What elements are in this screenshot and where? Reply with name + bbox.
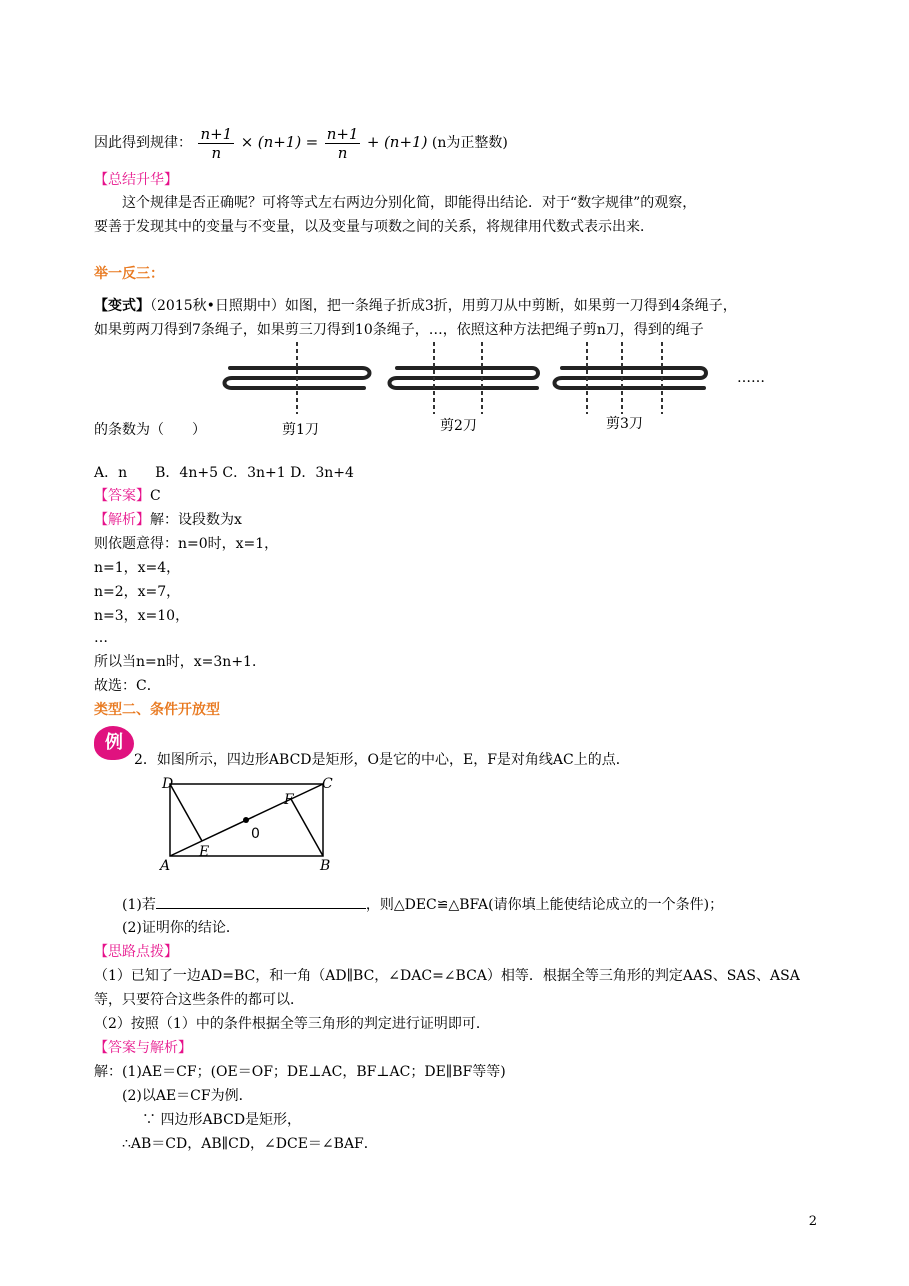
answer-blank[interactable]: [156, 894, 366, 909]
hint-line-3: （2）按照（1）中的条件根据全等三角形的判定进行证明即可．: [94, 1016, 490, 1032]
solution-tag: 【答案与解析】: [94, 1040, 192, 1056]
page-number: 2: [808, 1214, 817, 1229]
rule-fraction-1: $\frac{n+1}{n}$: [200, 124, 233, 162]
rule-note: (n为正整数): [431, 135, 508, 151]
practice-heading: 举一反三：: [94, 266, 164, 282]
analysis-line-1: 则依题意得：n=0时，x=1，: [94, 536, 279, 552]
rope-label-3: 剪3刀: [606, 416, 643, 432]
rule-fraction-2: $\frac{n+1}{n}$: [326, 124, 359, 162]
rule-paren-2: (n+1): [383, 133, 428, 151]
equals-sign: =: [305, 133, 319, 151]
analysis-line-0: 【解析】解：设段数为x: [94, 512, 242, 528]
label-d: D: [162, 776, 174, 792]
variant-line-2: 如果剪两刀得到7条绳子，如果剪三刀得到10条绳子，…，依照这种方法把绳子剪n刀，得到的绳子: [94, 322, 704, 338]
analysis-line-4: n=3，x=10，: [94, 608, 190, 624]
summary-heading: 【总结升华】: [94, 172, 178, 188]
variant-line-3: 的条数为（ ）: [94, 422, 206, 438]
times-sign: ×: [240, 133, 254, 151]
solution-line-1: 解：(1)AE＝CF；(OE＝OF；DE⊥AC，BF⊥AC；DE∥BF等等): [94, 1064, 506, 1080]
hint-line-1: （1）已知了一边AD=BC，和一角（AD∥BC，∠DAC=∠BCA）相等．根据全等三角形的判定AAS、SAS、ASA: [94, 968, 800, 984]
analysis-line-2: n=1，x=4，: [94, 560, 181, 576]
example-badge: 例: [94, 726, 134, 760]
summary-line-1: 这个规律是否正确呢？可将等式左右两边分别化简，即能得出结论．对于“数字规律”的观察，: [122, 195, 697, 211]
label-b: B: [320, 858, 331, 874]
question-2: (2)证明你的结论．: [122, 920, 240, 936]
answer-tag: 【答案】: [94, 488, 150, 504]
plus-sign: +: [366, 133, 380, 151]
rope-label-2: 剪2刀: [440, 418, 477, 434]
segment-bf: [291, 799, 323, 856]
segment-de: [170, 784, 202, 841]
example-line: 2．如图所示，四边形ABCD是矩形，O是它的中心，E，F是对角线AC上的点．: [134, 752, 630, 768]
summary-line-2: 要善于发现其中的变量与不变量，以及变量与项数之间的关系，将规律用代数式表示出来．: [94, 219, 654, 235]
variant-tag: 【变式】: [94, 298, 150, 314]
rule-prefix: 因此得到规律：: [94, 135, 192, 151]
label-f: F: [284, 792, 294, 808]
variant-options: A．n B．4n+5 C．3n+1 D．3n+4: [94, 465, 354, 481]
analysis-line-6: 所以当n=n时，x=3n+1．: [94, 654, 266, 670]
analysis-line-5: …: [94, 630, 108, 646]
answer-line: 【答案】C: [94, 488, 161, 504]
analysis-line-7: 故选：C．: [94, 678, 161, 694]
rope-ellipsis: ……: [737, 370, 765, 386]
solution-line-4: ∴AB＝CD，AB∥CD，∠DCE＝∠BAF．: [122, 1136, 378, 1152]
question-1: (1)若 ，则△DEC≌△BFA(请你填上能使结论成立的一个条件)；: [122, 894, 723, 915]
variant-line-1: 【变式】（2015秋•日照期中）如图，把一条绳子折成3折，用剪刀从中剪断，如果剪一刀得到4条绳子，: [94, 298, 737, 314]
label-o: 0: [251, 826, 260, 842]
label-e: E: [199, 844, 210, 860]
analysis-line-3: n=2，x=7，: [94, 584, 181, 600]
label-c: C: [322, 776, 333, 792]
center-point-o: [243, 817, 249, 823]
rule-line: [94, 120, 508, 165]
label-a: A: [160, 858, 171, 874]
hint-tag: 【思路点拨】: [94, 944, 178, 960]
solution-line-3: ∵ 四边形ABCD是矩形，: [142, 1112, 302, 1128]
analysis-tag: 【解析】: [94, 512, 150, 528]
type2-heading: 类型二、条件开放型: [94, 702, 220, 718]
rule-paren-1: (n+1): [257, 133, 302, 151]
solution-line-2: (2)以AE＝CF为例．: [122, 1088, 253, 1104]
rope-label-1: 剪1刀: [282, 422, 319, 438]
hint-line-2: 等，只要符合这些条件的都可以．: [94, 992, 304, 1008]
